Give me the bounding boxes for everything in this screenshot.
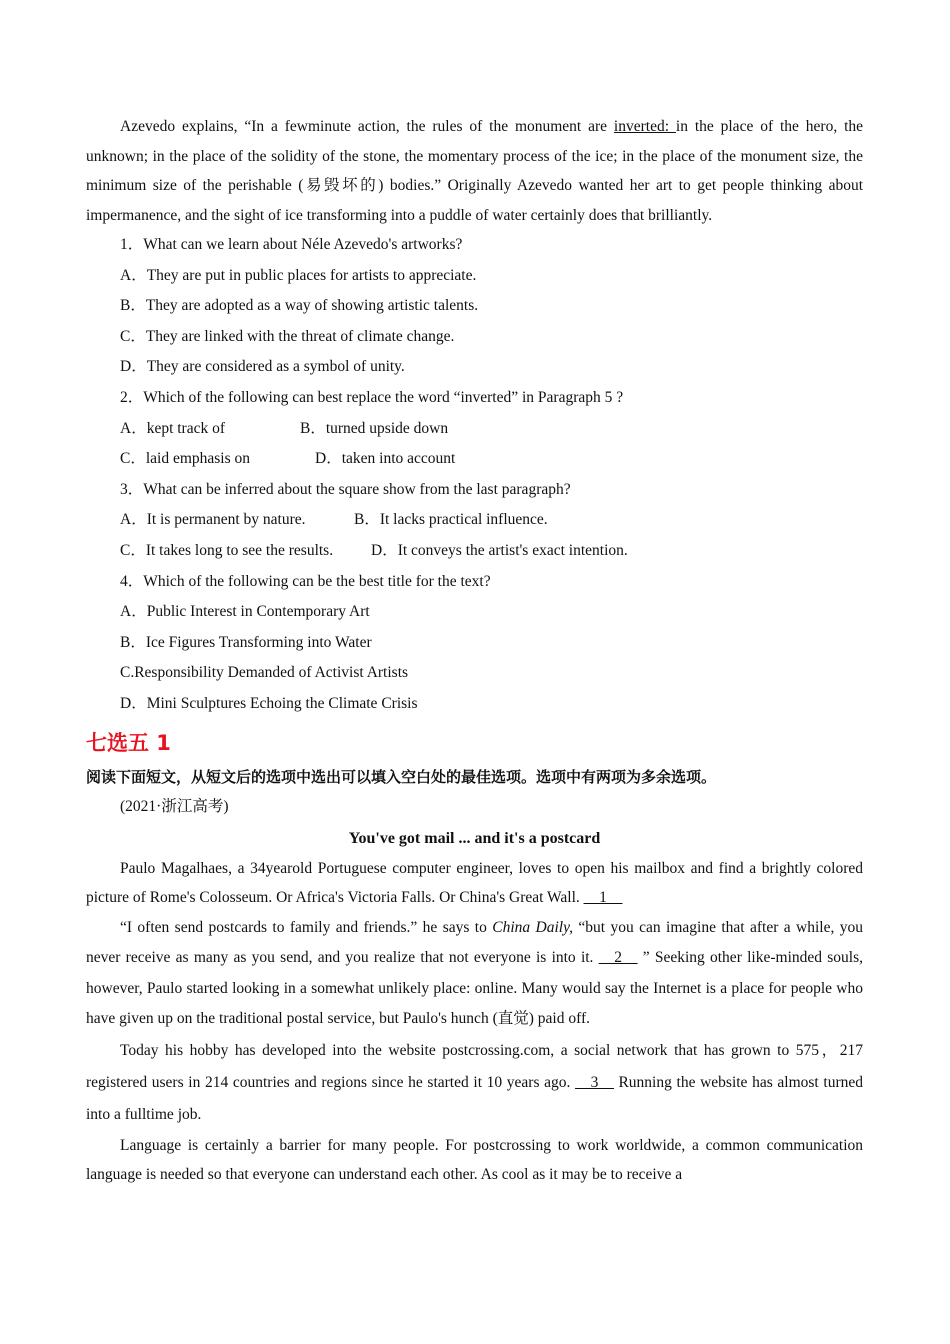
q3-option-a: A．It is permanent by nature.: [120, 511, 306, 529]
p2-text-c: ” Seeking other like-minded souls, however, Paulo started looking in a somewhat unlikely place: online. Many would say the Internet is a place for people who have given up on the traditional postal service, but Paulo's hunch (直觉) paid off.: [86, 949, 863, 1027]
passage-text: Azevedo explains, “In a fewminute action, the rules of the monument are: [120, 118, 614, 135]
underlined-word-inverted: inverted:: [613, 118, 676, 135]
p3-text-b: Running the website has almost turned into a fulltime job.: [86, 1073, 863, 1123]
q3-option-b: B．It lacks practical influence.: [354, 511, 548, 529]
q2-options-cd: [86, 444, 863, 475]
p2-text-b: “but you can imagine that after a while, you never receive as many as you send, and you realize that not everyone is into it.: [86, 918, 863, 966]
section-source: (2021·浙江高考): [120, 797, 229, 815]
blank-2: __2__: [598, 949, 638, 966]
q4-option-c: C.Responsibility Demanded of Activist Artists: [120, 664, 409, 682]
q1-option-c: C．They are linked with the threat of climate change.: [120, 327, 455, 345]
document-page: [86, 112, 863, 1190]
section-instruction: 阅读下面短文，从短文后的选项中选出可以填入空白处的最佳选项。选项中有两项为多余选项。: [86, 767, 717, 786]
q3-option-d: D．It conveys the artist's exact intention.: [371, 541, 628, 559]
q1-stem: 1．What can we learn about Néle Azevedo's artworks?: [120, 236, 463, 253]
q3-stem: 3．What can be inferred about the square show from the last paragraph?: [120, 480, 571, 498]
p2-newspaper-name: China Daily,: [492, 918, 573, 936]
q1-option-d: D．They are considered as a symbol of unity.: [120, 358, 405, 376]
q4-option-b: B．Ice Figures Transforming into Water: [120, 633, 372, 651]
article-paragraph-3: [86, 1035, 863, 1131]
passage-text-cont: in the place of the hero, the unknown; in the place of the solidity of the stone, the momentary process of the ice; in the place of the monument size, the minimum size of the perishable (易毁坏的) bodies.” Originally Azevedo wanted her art to get people thinking about impermanence, and the sight of ice transforming into a puddle of water certainly does that brilliantly.: [86, 118, 864, 224]
section-title: 七选五 1: [86, 730, 171, 755]
q2-option-b: B．turned upside down: [300, 419, 449, 437]
q2-option-a: A．kept track of: [120, 419, 226, 437]
p3-text-a: Today his hobby has developed into the website postcrossing.com, a social network that has grown to 575，217 registered users in 214 countries and regions since he started it 10 years ago.: [86, 1041, 863, 1091]
q2-stem: 2．Which of the following can best replace the word “inverted” in Paragraph 5 ?: [120, 388, 624, 406]
blank-1: __1__: [583, 889, 623, 906]
blank-3: __3__: [575, 1073, 614, 1091]
q4-stem: 4．Which of the following can be the best title for the text?: [120, 572, 491, 590]
q3-options-ab: [86, 505, 863, 536]
article-paragraph-2: [86, 913, 863, 1035]
article-paragraph-4: Language is certainly a barrier for many people. For postcrossing to work worldwide, a common communication language is needed so that everyone can understand each other. As cool as it may be to receive a: [86, 1136, 863, 1183]
q4-option-a: A．Public Interest in Contemporary Art: [120, 603, 370, 621]
q1-option-a: A．They are put in public places for artists to appreciate.: [120, 266, 477, 284]
q3-options-cd: [86, 536, 863, 567]
q2-options-ab: [86, 414, 863, 445]
q2-option-c: C．laid emphasis on: [120, 450, 251, 468]
p1-text: Paulo Magalhaes, a 34yearold Portuguese computer engineer, loves to open his mailbox and find a brightly colored picture of Rome's Colosseum. Or Africa's Victoria Falls. Or China's Great Wall.: [86, 859, 863, 906]
q4-option-d: D．Mini Sculptures Echoing the Climate Crisis: [120, 694, 418, 712]
q1-option-b: B．They are adopted as a way of showing artistic talents.: [120, 297, 479, 315]
passage-end-paragraph: [86, 112, 863, 230]
article-paragraph-1: [86, 854, 863, 913]
article-title: You've got mail ... and it's a postcard: [348, 829, 601, 847]
p2-text-a: “I often send postcards to family and friends.” he says to: [120, 918, 493, 936]
q3-option-c: C．It takes long to see the results.: [120, 541, 334, 559]
q2-option-d: D．taken into account: [315, 450, 456, 468]
